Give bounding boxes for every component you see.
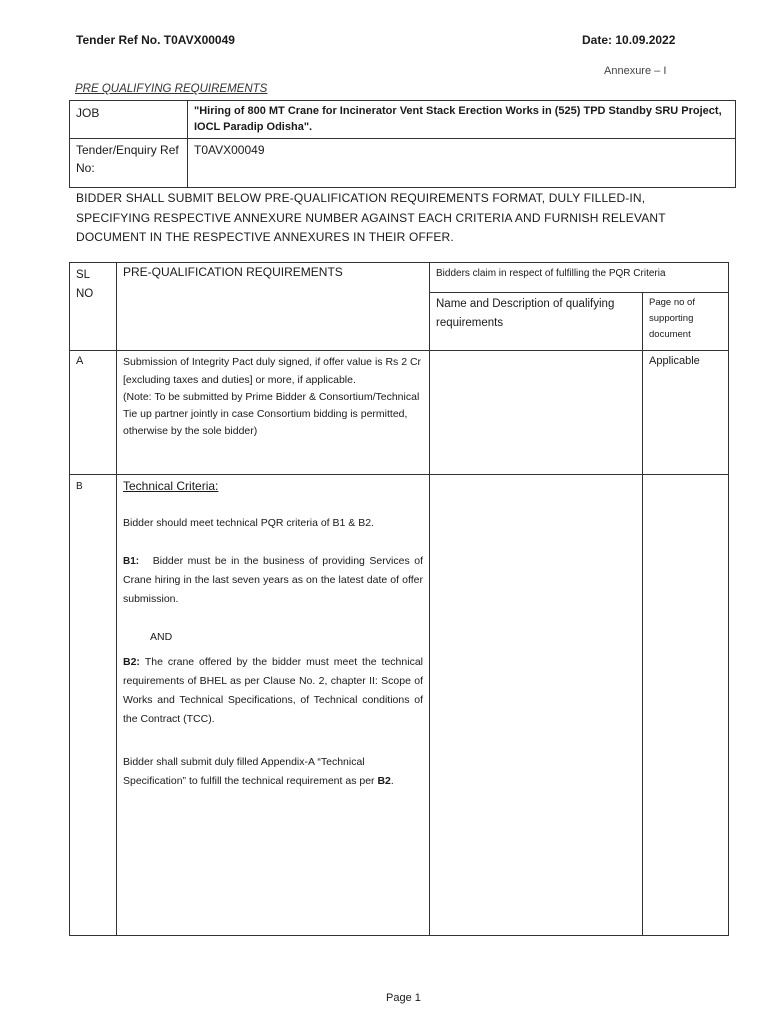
row-b-heading: Technical Criteria: xyxy=(123,479,219,493)
row-b-sl: B xyxy=(70,475,117,936)
page-number: Page 1 xyxy=(386,992,421,1004)
and-connector: AND xyxy=(150,631,173,643)
tender-ref: Tender Ref No. T0AVX00049 xyxy=(76,33,235,47)
row-b1-criterion xyxy=(123,552,423,609)
row-a-text: Submission of Integrity Pact duly signed, if offer value is Rs 2 Cr [excluding taxes and duties] or more, if applicable. xyxy=(123,356,422,386)
b1-label: B1: xyxy=(123,556,140,567)
row-b2-criterion xyxy=(123,653,423,729)
row-b-page-cell xyxy=(643,475,729,936)
final-end: . xyxy=(390,775,394,787)
row-b-intro: Bidder should meet technical PQR criteria of B1 & B2. xyxy=(123,517,374,529)
job-table xyxy=(69,100,736,188)
col-header-pqr: PRE-QUALIFICATION REQUIREMENTS xyxy=(117,263,430,351)
job-value: "Hiring of 800 MT Crane for Incinerator Vent Stack Erection Works in (525) TPD Standby SRU Project, IOCL Paradip Odisha". xyxy=(188,101,736,139)
table-row-b xyxy=(70,475,729,936)
row-a-sl: A xyxy=(70,351,117,475)
row-a-requirement xyxy=(117,351,430,475)
col-header-name-desc: Name and Description of qualifying requirements xyxy=(430,293,643,351)
b1-text: Bidder must be in the business of providing Services of Crane hiring in the last seven years as on the latest date of offer submission. xyxy=(123,555,423,605)
col-header-page: Page no of supporting document xyxy=(643,293,729,351)
job-label: JOB xyxy=(70,101,188,139)
b2-label: B2: xyxy=(123,656,140,668)
table-row-a xyxy=(70,351,729,475)
section-title: PRE QUALIFYING REQUIREMENTS xyxy=(75,83,268,95)
annexure-label: Annexure – I xyxy=(604,65,667,77)
final-text: Bidder shall submit duly filled Appendix-A “Technical Specification” to fulfill the technical requirement as per xyxy=(123,756,375,787)
row-b-final xyxy=(123,753,398,791)
document-date: Date: 10.09.2022 xyxy=(582,33,676,47)
row-a-note: (Note: To be submitted by Prime Bidder & Consortium/Technical Tie up partner jointly in case Consortium bidding is permitted, otherwise by the sole bidder) xyxy=(123,391,420,437)
b2-text: The crane offered by the bidder must meet the technical requirements of BHEL as per Clause No. 2, chapter II: Scope of Works and Technical Specifications, of Technical conditions of the Contract (TCC). xyxy=(123,656,423,725)
row-b-requirement xyxy=(117,475,430,936)
row-b-name-desc-cell xyxy=(430,475,643,936)
final-bold: B2 xyxy=(377,775,391,787)
pqr-table xyxy=(69,262,729,936)
row-a-name-desc-cell xyxy=(430,351,643,475)
instruction-paragraph: BIDDER SHALL SUBMIT BELOW PRE-QUALIFICATION REQUIREMENTS FORMAT, DULY FILLED-IN, SPECIFYING RESPECTIVE ANNEXURE NUMBER AGAINST EACH CRITERIA AND FURNISH RELEVANT DOCUMENT IN THE RESPECTIVE ANNEXURES IN THEIR OFFER. xyxy=(76,191,666,244)
tender-enquiry-value: T0AVX00049 xyxy=(188,139,736,188)
col-header-sl: SL NO xyxy=(70,263,117,351)
row-a-page: Applicable xyxy=(643,351,729,475)
tender-enquiry-label: Tender/Enquiry Ref No: xyxy=(70,139,188,188)
col-header-claim: Bidders claim in respect of fulfilling the PQR Criteria xyxy=(430,263,729,293)
